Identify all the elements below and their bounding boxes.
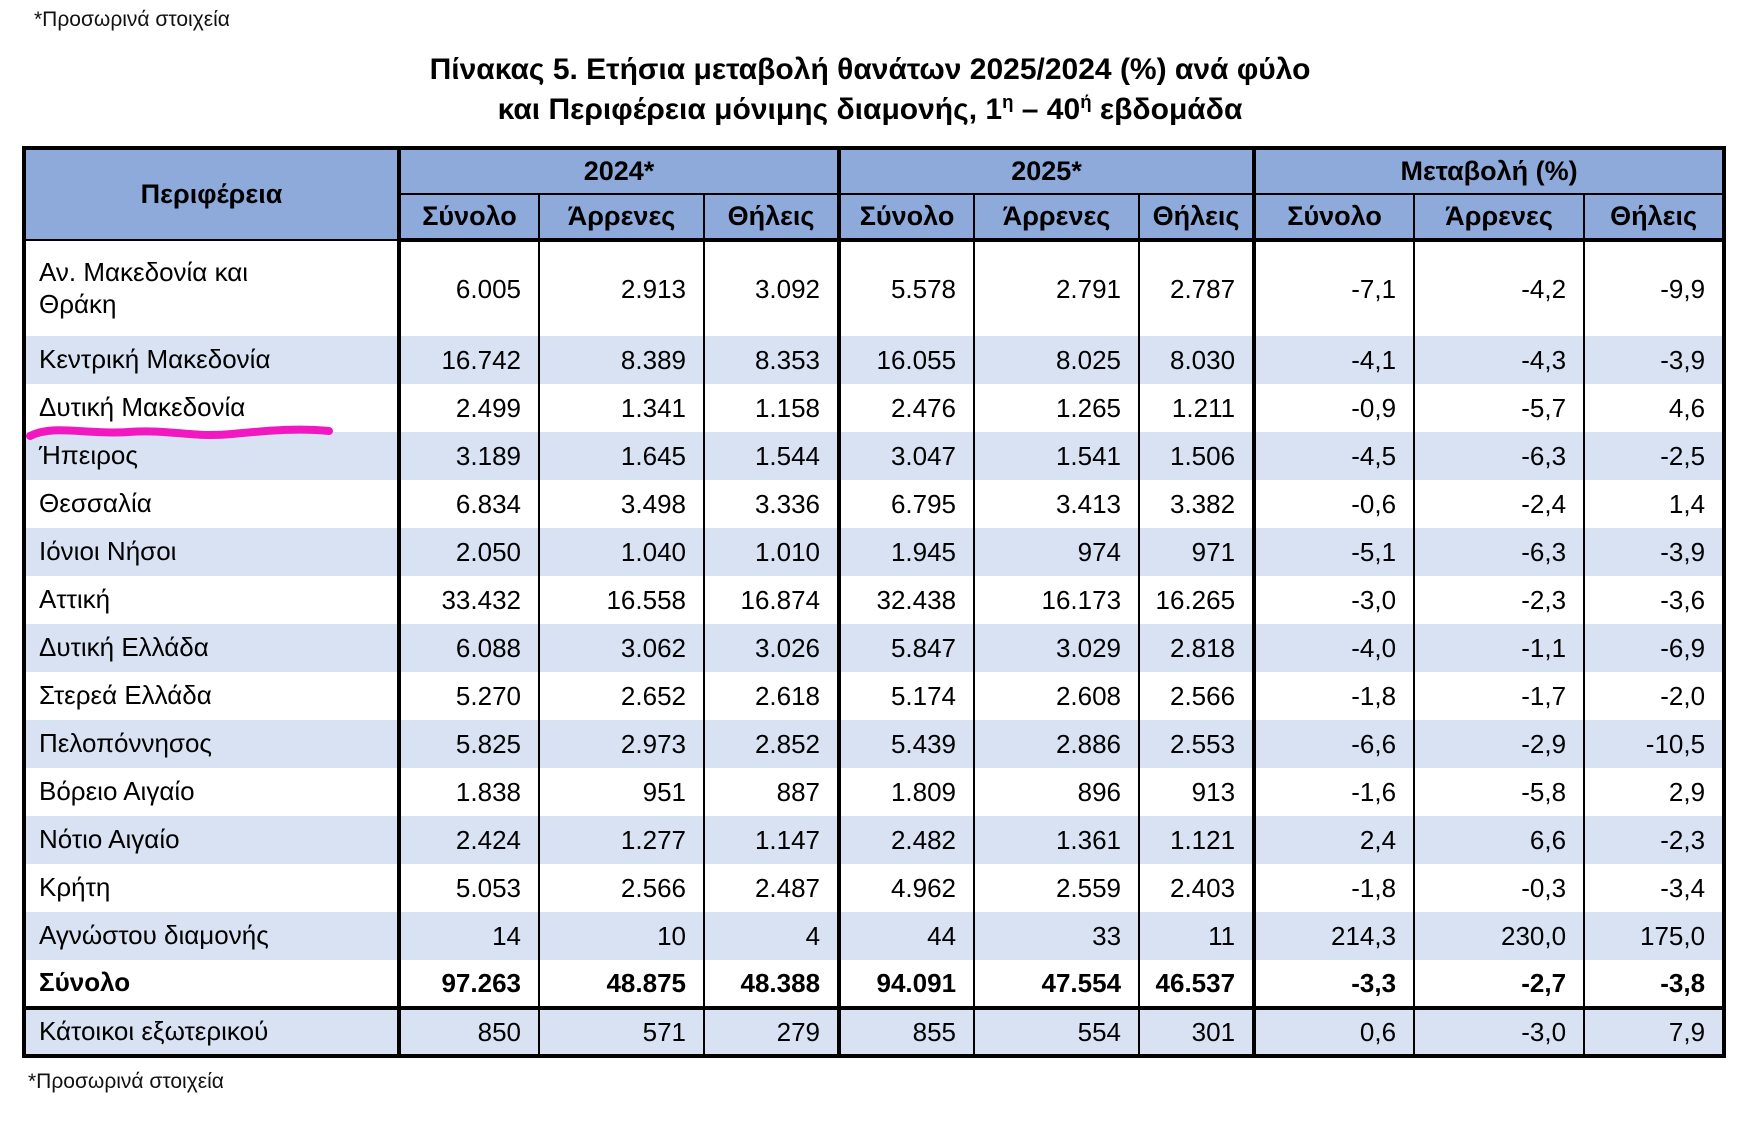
title-line-2-end: εβδομάδα (1091, 93, 1243, 126)
value-cell: -2,0 (1584, 672, 1724, 720)
table-row (24, 576, 1724, 624)
region-label: Δυτική Ελλάδα (24, 624, 399, 672)
value-cell: 2.424 (399, 816, 539, 864)
value-cell: 5.053 (399, 864, 539, 912)
subheader-total-change: Σύνολο (1254, 194, 1414, 240)
region-label: Ιόνιοι Νήσοι (24, 528, 399, 576)
value-cell: -1,6 (1254, 768, 1414, 816)
value-cell: 3.382 (1139, 480, 1254, 528)
value-cell: -1,8 (1254, 672, 1414, 720)
value-cell: 2.852 (704, 720, 839, 768)
value-cell: 6.795 (839, 480, 974, 528)
value-cell: 850 (399, 1008, 539, 1056)
value-cell: 1.838 (399, 768, 539, 816)
value-cell: 3.092 (704, 240, 839, 336)
value-cell: 10 (539, 912, 704, 960)
value-cell: 2.652 (539, 672, 704, 720)
value-cell: 230,0 (1414, 912, 1584, 960)
table-row (24, 480, 1724, 528)
value-cell: 0,6 (1254, 1008, 1414, 1056)
value-cell: 94.091 (839, 960, 974, 1008)
value-cell: 1,4 (1584, 480, 1724, 528)
value-cell: 2.973 (539, 720, 704, 768)
value-cell: 1.645 (539, 432, 704, 480)
value-cell: 2.791 (974, 240, 1139, 336)
footnote-bottom: *Προσωρινά στοιχεία (28, 1070, 224, 1093)
region-label: Κεντρική Μακεδονία (24, 336, 399, 384)
value-cell: 5.825 (399, 720, 539, 768)
value-cell: -3,8 (1584, 960, 1724, 1008)
value-cell: -2,7 (1414, 960, 1584, 1008)
value-cell: -3,0 (1254, 576, 1414, 624)
value-cell: 3.498 (539, 480, 704, 528)
table-row (24, 768, 1724, 816)
value-cell: -10,5 (1584, 720, 1724, 768)
value-cell: 2.559 (974, 864, 1139, 912)
region-label: Πελοπόννησος (24, 720, 399, 768)
region-label: Κρήτη (24, 864, 399, 912)
value-cell: 1.277 (539, 816, 704, 864)
value-cell: 3.047 (839, 432, 974, 480)
subheader-females-change: Θήλεις (1584, 194, 1724, 240)
value-cell: -5,8 (1414, 768, 1584, 816)
value-cell: 2.476 (839, 384, 974, 432)
value-cell: 8.030 (1139, 336, 1254, 384)
value-cell: 8.025 (974, 336, 1139, 384)
region-label: Αττική (24, 576, 399, 624)
value-cell: 7,9 (1584, 1008, 1724, 1056)
value-cell: 11 (1139, 912, 1254, 960)
value-cell: -3,9 (1584, 336, 1724, 384)
value-cell: 1.265 (974, 384, 1139, 432)
value-cell: 1.147 (704, 816, 839, 864)
subheader-males-2024: Άρρενες (539, 194, 704, 240)
value-cell: 48.388 (704, 960, 839, 1008)
value-cell: 896 (974, 768, 1139, 816)
value-cell: 8.353 (704, 336, 839, 384)
table-row (24, 240, 1724, 336)
value-cell: -1,7 (1414, 672, 1584, 720)
value-cell: -2,4 (1414, 480, 1584, 528)
value-cell: 301 (1139, 1008, 1254, 1056)
table-row (24, 432, 1724, 480)
value-cell: 3.189 (399, 432, 539, 480)
value-cell: 6,6 (1414, 816, 1584, 864)
group-header-2025: 2025* (839, 148, 1254, 194)
value-cell: 3.413 (974, 480, 1139, 528)
value-cell: -4,0 (1254, 624, 1414, 672)
subheader-total-2025: Σύνολο (839, 194, 974, 240)
value-cell: 5.578 (839, 240, 974, 336)
group-header-row (24, 148, 1724, 194)
value-cell: -4,5 (1254, 432, 1414, 480)
value-cell: 33 (974, 912, 1139, 960)
table-row (24, 864, 1724, 912)
value-cell: 6.088 (399, 624, 539, 672)
deaths-by-region-table (22, 146, 1726, 1058)
table-row (24, 384, 1724, 432)
value-cell: 2.913 (539, 240, 704, 336)
value-cell: 2.499 (399, 384, 539, 432)
value-cell: -0,9 (1254, 384, 1414, 432)
value-cell: 3.336 (704, 480, 839, 528)
region-label: Νότιο Αιγαίο (24, 816, 399, 864)
value-cell: 46.537 (1139, 960, 1254, 1008)
title-superscript-2: ή (1080, 91, 1092, 112)
value-cell: 2.818 (1139, 624, 1254, 672)
value-cell: -9,9 (1584, 240, 1724, 336)
value-cell: 2.566 (1139, 672, 1254, 720)
value-cell: -0,6 (1254, 480, 1414, 528)
value-cell: 44 (839, 912, 974, 960)
value-cell: 887 (704, 768, 839, 816)
region-label: Αγνώστου διαμονής (24, 912, 399, 960)
value-cell: 974 (974, 528, 1139, 576)
value-cell: 2.618 (704, 672, 839, 720)
value-cell: 3.026 (704, 624, 839, 672)
value-cell: 5.174 (839, 672, 974, 720)
value-cell: 2.403 (1139, 864, 1254, 912)
value-cell: 214,3 (1254, 912, 1414, 960)
title-line-1: Πίνακας 5. Ετήσια μεταβολή θανάτων 2025/2024 (%) ανά φύλο (429, 53, 1311, 86)
value-cell: 1.121 (1139, 816, 1254, 864)
value-cell: 6.005 (399, 240, 539, 336)
value-cell: -7,1 (1254, 240, 1414, 336)
value-cell: 1.341 (539, 384, 704, 432)
value-cell: -2,5 (1584, 432, 1724, 480)
value-cell: 2.886 (974, 720, 1139, 768)
value-cell: 16.055 (839, 336, 974, 384)
value-cell: 554 (974, 1008, 1139, 1056)
value-cell: -1,8 (1254, 864, 1414, 912)
value-cell: 1.544 (704, 432, 839, 480)
value-cell: -5,7 (1414, 384, 1584, 432)
group-header-change: Μεταβολή (%) (1254, 148, 1724, 194)
value-cell: 5.847 (839, 624, 974, 672)
column-header-region: Περιφέρεια (24, 148, 399, 240)
subheader-females-2025: Θήλεις (1139, 194, 1254, 240)
value-cell: 175,0 (1584, 912, 1724, 960)
region-label: Σύνολο (24, 960, 399, 1008)
value-cell: -2,9 (1414, 720, 1584, 768)
region-label: Βόρειο Αιγαίο (24, 768, 399, 816)
value-cell: -3,0 (1414, 1008, 1584, 1056)
value-cell: 16.874 (704, 576, 839, 624)
value-cell: 3.029 (974, 624, 1139, 672)
value-cell: -2,3 (1584, 816, 1724, 864)
subheader-females-2024: Θήλεις (704, 194, 839, 240)
value-cell: -6,6 (1254, 720, 1414, 768)
value-cell: 913 (1139, 768, 1254, 816)
value-cell: 97.263 (399, 960, 539, 1008)
subheader-males-2025: Άρρενες (974, 194, 1139, 240)
value-cell: 1.506 (1139, 432, 1254, 480)
region-label: Δυτική Μακεδονία (24, 384, 399, 432)
value-cell: 855 (839, 1008, 974, 1056)
title-line-2-text: και Περιφέρεια μόνιμης διαμονής, 1 (497, 93, 1003, 126)
region-label: Θεσσαλία (24, 480, 399, 528)
table-row (24, 624, 1724, 672)
value-cell: 5.439 (839, 720, 974, 768)
region-label: Στερεά Ελλάδα (24, 672, 399, 720)
group-header-2024: 2024* (399, 148, 839, 194)
region-label: Αν. Μακεδονία και Θράκη (24, 240, 399, 336)
value-cell: 4 (704, 912, 839, 960)
value-cell: 6.834 (399, 480, 539, 528)
value-cell: 48.875 (539, 960, 704, 1008)
value-cell: 16.265 (1139, 576, 1254, 624)
value-cell: 16.558 (539, 576, 704, 624)
value-cell: 1.541 (974, 432, 1139, 480)
value-cell: 2.050 (399, 528, 539, 576)
table-row (24, 336, 1724, 384)
value-cell: -3,9 (1584, 528, 1724, 576)
title-line-2 (0, 90, 1740, 130)
title-line-2-mid: – 40 (1013, 93, 1081, 126)
value-cell: 2.566 (539, 864, 704, 912)
value-cell: 4,6 (1584, 384, 1724, 432)
value-cell: 1.010 (704, 528, 839, 576)
value-cell: -3,3 (1254, 960, 1414, 1008)
value-cell: 2.482 (839, 816, 974, 864)
value-cell: 1.211 (1139, 384, 1254, 432)
region-label: Ήπειρος (24, 432, 399, 480)
value-cell: 1.361 (974, 816, 1139, 864)
footnote-top: *Προσωρινά στοιχεία (34, 8, 230, 31)
table-row (24, 960, 1724, 1008)
value-cell: -2,3 (1414, 576, 1584, 624)
value-cell: 1.040 (539, 528, 704, 576)
value-cell: -6,9 (1584, 624, 1724, 672)
value-cell: 8.389 (539, 336, 704, 384)
value-cell: 3.062 (539, 624, 704, 672)
subheader-males-change: Άρρενες (1414, 194, 1584, 240)
value-cell: 2.787 (1139, 240, 1254, 336)
value-cell: -5,1 (1254, 528, 1414, 576)
value-cell: 2.487 (704, 864, 839, 912)
table-row (24, 528, 1724, 576)
value-cell: 2.553 (1139, 720, 1254, 768)
value-cell: 2,4 (1254, 816, 1414, 864)
value-cell: 971 (1139, 528, 1254, 576)
value-cell: -1,1 (1414, 624, 1584, 672)
value-cell: 279 (704, 1008, 839, 1056)
value-cell: 1.158 (704, 384, 839, 432)
subheader-total-2024: Σύνολο (399, 194, 539, 240)
value-cell: -0,3 (1414, 864, 1584, 912)
region-label: Κάτοικοι εξωτερικού (24, 1008, 399, 1056)
value-cell: -4,1 (1254, 336, 1414, 384)
title-superscript-1: η (1002, 91, 1014, 112)
value-cell: -6,3 (1414, 432, 1584, 480)
value-cell: 4.962 (839, 864, 974, 912)
value-cell: 16.742 (399, 336, 539, 384)
value-cell: 1.809 (839, 768, 974, 816)
table-title (0, 50, 1740, 130)
table-row (24, 816, 1724, 864)
table-body (24, 240, 1724, 1056)
value-cell: -6,3 (1414, 528, 1584, 576)
value-cell: -3,4 (1584, 864, 1724, 912)
value-cell: 5.270 (399, 672, 539, 720)
table-row (24, 672, 1724, 720)
value-cell: 47.554 (974, 960, 1139, 1008)
value-cell: 1.945 (839, 528, 974, 576)
value-cell: 2,9 (1584, 768, 1724, 816)
value-cell: 951 (539, 768, 704, 816)
value-cell: -3,6 (1584, 576, 1724, 624)
value-cell: 14 (399, 912, 539, 960)
table-row (24, 1008, 1724, 1056)
value-cell: -4,2 (1414, 240, 1584, 336)
value-cell: 16.173 (974, 576, 1139, 624)
value-cell: -4,3 (1414, 336, 1584, 384)
value-cell: 33.432 (399, 576, 539, 624)
table-row (24, 912, 1724, 960)
value-cell: 32.438 (839, 576, 974, 624)
value-cell: 2.608 (974, 672, 1139, 720)
value-cell: 571 (539, 1008, 704, 1056)
table-row (24, 720, 1724, 768)
